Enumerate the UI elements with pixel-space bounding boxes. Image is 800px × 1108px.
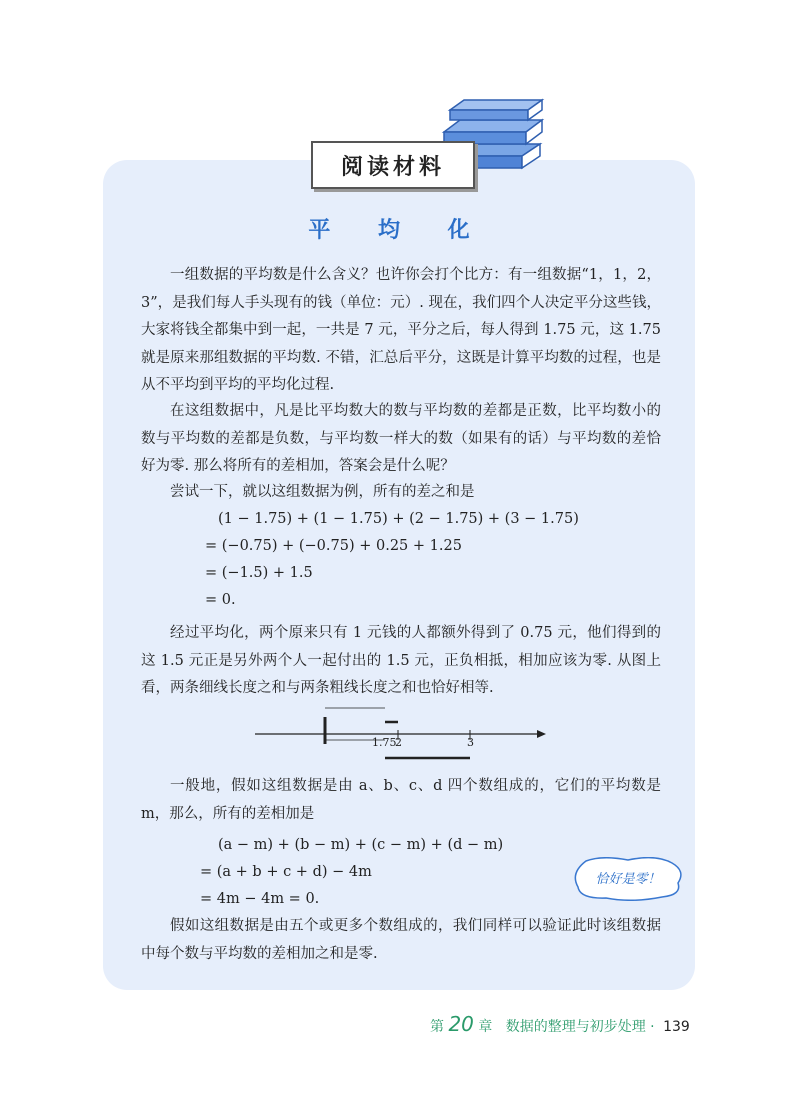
tick-label-175: 1.75 bbox=[372, 736, 397, 749]
tick-label-2: 2 bbox=[395, 736, 402, 749]
page-title: 平 均 化 bbox=[308, 218, 490, 243]
bubble-text: 恰好是零！ bbox=[595, 872, 661, 887]
chapter-prefix: 第 bbox=[430, 1019, 444, 1035]
chapter-number: 20 bbox=[448, 1012, 474, 1036]
chapter-title: 数据的整理与初步处理 bbox=[505, 1019, 646, 1035]
paragraph-general: 一般地，假如这组数据是由 a、b、c、d 四个数组成的，它们的平均数是 m，那么，所有的差相加是 bbox=[141, 778, 661, 822]
paragraph-try: 尝试一下，就以这组数据为例，所有的差之和是 bbox=[170, 484, 475, 500]
math-general-line: (a − m) + (b − m) + (c − m) + (d − m) bbox=[218, 837, 504, 853]
page-number: 139 bbox=[663, 1019, 690, 1035]
tick-label-3: 3 bbox=[467, 736, 474, 749]
math-general-line: = (a + b + c + d) − 4m bbox=[200, 864, 372, 880]
section-tag: 阅读材料 bbox=[311, 141, 475, 189]
number-line-diagram bbox=[250, 700, 550, 764]
page-footer bbox=[430, 1012, 690, 1036]
chapter-suffix: 章 bbox=[478, 1019, 493, 1035]
footer-separator: · bbox=[650, 1019, 655, 1035]
math-general-line: = 4m − 4m = 0. bbox=[200, 891, 320, 907]
math-line: (1 − 1.75) + (1 − 1.75) + (2 − 1.75) + (3 − 1.75) bbox=[218, 511, 579, 527]
math-line: = (−0.75) + (−0.75) + 0.25 + 1.25 bbox=[205, 538, 462, 554]
paragraph-intro: 一组数据的平均数是什么含义？也许你会打个比方：有一组数据“1，1，2，3”，是我们每人手头现有的钱（单位：元）. 现在，我们四个人决定平分这些钱，大家将钱全都集中到一起，一共是 7 元，平分之后，每人得到 1.75 元，这 1.75 就是原来那组数据的平均数. 不错，汇总后平分，这既是计算平均数的过程，也是从不平均到平均的平均化过程. bbox=[141, 267, 661, 393]
math-line: = (−1.5) + 1.5 bbox=[205, 565, 313, 581]
math-line: = 0. bbox=[205, 592, 236, 608]
paragraph-explanation: 经过平均化，两个原来只有 1 元钱的人都额外得到了 0.75 元，他们得到的这 1.5 元正是另外两个人一起付出的 1.5 元，正负相抵，相加应该为零. 从图上看，两条细线长度之和与两条粗线长度之和也恰好相等. bbox=[141, 625, 661, 696]
paragraph-differences: 在这组数据中，凡是比平均数大的数与平均数的差都是正数，比平均数小的数与平均数的差都是负数，与平均数一样大的数（如果有的话）与平均数的差恰好为零. 那么将所有的差相加，答案会是什么呢？ bbox=[141, 403, 661, 474]
paragraph-conclusion: 假如这组数据是由五个或更多个数组成的，我们同样可以验证此时该组数据中每个数与平均数的差相加之和是零. bbox=[141, 918, 661, 962]
